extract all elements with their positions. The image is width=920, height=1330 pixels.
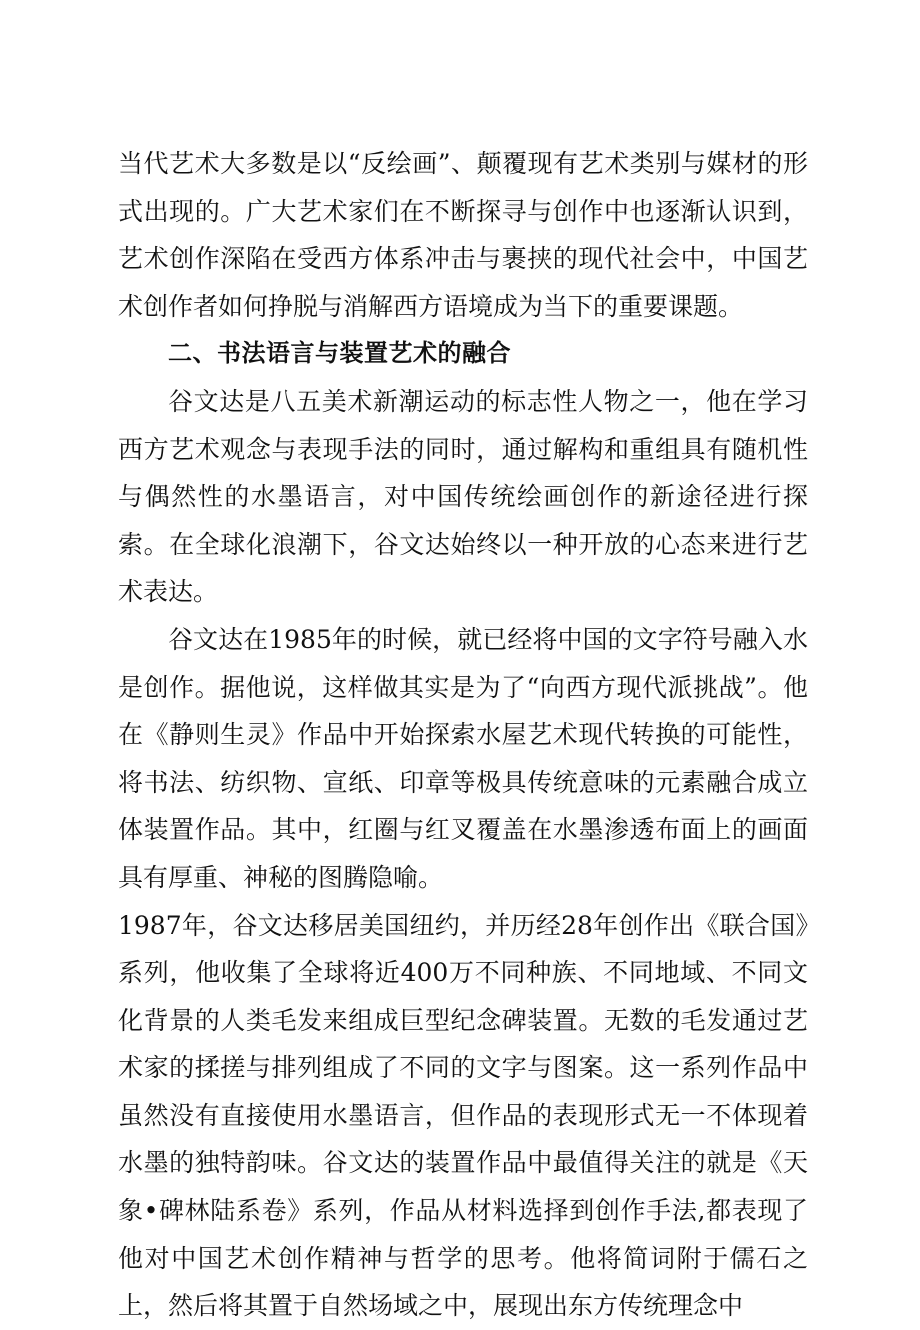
document-body [118,140,808,1330]
paragraph-3: 谷文达在1985年的时候，就已经将中国的文字符号融入水是创作。据他说，这样做其实是为了“向西方现代派挑战”。他在《静则生灵》作品中开始探索水屋艺术现代转换的可能性，将书法、纺织物、宣纸、印章等极具传统意味的元素融合成立体装置作品。其中，红圈与红叉覆盖在水墨渗透布面上的画面具有厚重、神秘的图腾隐喻。 [118,624,808,892]
paragraph-2: 谷文达是八五美术新潮运动的标志性人物之一，他在学习西方艺术观念与表现手法的同时，通过解构和重组具有随机性与偶然性的水墨语言，对中国传统绘画创作的新途径进行探索。在全球化浪潮下，谷文达始终以一种开放的心态来进行艺术表达。 [118,386,808,607]
paragraph-1: 当代艺术大多数是以“反绘画”、颠覆现有艺术类别与媒材的形式出现的。广大艺术家们在不断探寻与创作中也逐渐认识到，艺术创作深陷在受西方体系冲击与裹挟的现代社会中，中国艺术创作者如何挣脱与消解西方语境成为当下的重要课题。 [118,149,808,321]
section-heading: 二、书法语言与装置艺术的融合 [168,339,511,368]
paragraph-4: 1987年，谷文达移居美国纽约，并历经28年创作出《联合国》系列，他收集了全球将近400万不同种族、不同地域、不同文化背景的人类毛发来组成巨型纪念碑装置。无数的毛发通过艺术家的揉搓与排列组成了不同的文字与图案。这一系列作品中虽然没有直接使用水墨语言，但作品的表现形式无一不体现着水墨的独特韵味。谷文达的装置作品中最值得关注的就是《天象•碑林陆系卷》系列，作品从材料选择到创作手法,都表现了他对中国艺术创作精神与哲学的思考。他将简词附于儒石之上，然后将其置于自然场域之中，展现出东方传统理念中 [118,910,808,1321]
